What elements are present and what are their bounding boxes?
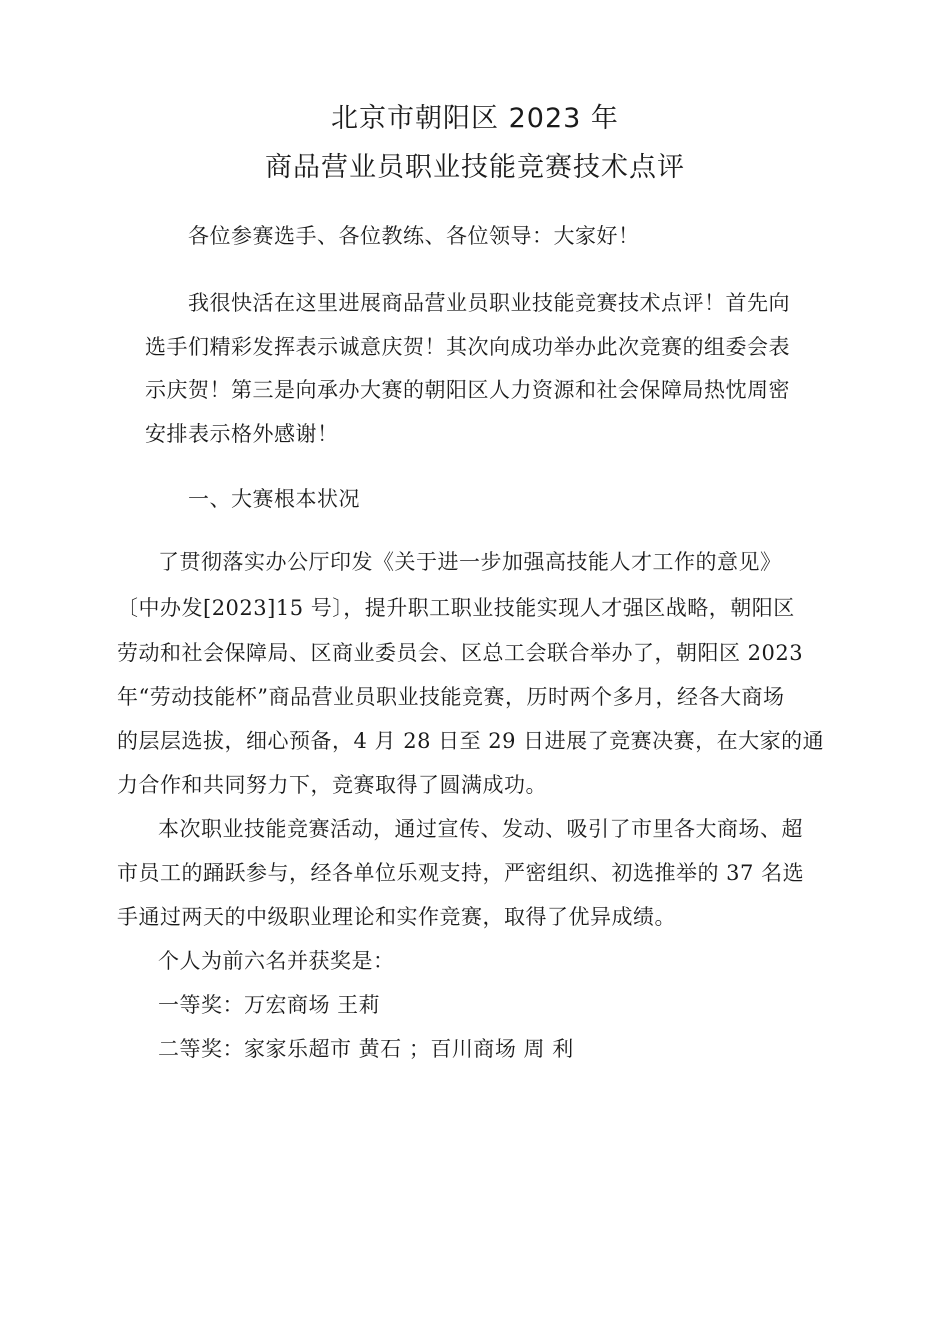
paragraph-line: 劳动和社会保障局、区商业委员会、区总工会联合举办了，朝阳区 2023 — [117, 641, 804, 665]
document-title-line-1: 北京市朝阳区 2023 年 — [331, 103, 619, 134]
paragraph-line: 本次职业技能竞赛活动，通过宣传、发动、吸引了市里各大商场、超 — [158, 817, 803, 841]
section-heading: 一、大赛根本状况 — [188, 487, 360, 511]
greeting: 各位参赛选手、各位教练、各位领导：大家好！ — [188, 224, 640, 248]
intro-line: 安排表示格外感谢！ — [145, 422, 339, 446]
document-title-line-2: 商品营业员职业技能竞赛技术点评 — [265, 152, 685, 183]
intro-line: 我很快活在这里进展商品营业员职业技能竞赛技术点评！首先向 — [188, 291, 790, 315]
paragraph-line: 手通过两天的中级职业理论和实作竞赛，取得了优异成绩。 — [117, 905, 676, 929]
paragraph-line: 力合作和共同努力下，竞赛取得了圆满成功。 — [117, 773, 547, 797]
paragraph-line: 年“劳动技能杯”商品营业员职业技能竞赛，历时两个多月，经各大商场 — [117, 685, 785, 709]
intro-line: 选手们精彩发挥表示诚意庆贺！其次向成功举办此次竞赛的组委会表 — [145, 335, 790, 359]
award-second-prize: 二等奖：家家乐超市 黄石 ；百川商场 周 利 — [158, 1037, 574, 1061]
paragraph-line: 的层层选拔，细心预备，4 月 28 日至 29 日进展了竞赛决赛，在大家的通 — [117, 729, 825, 753]
paragraph-line: 〔中办发[2023]15 号〕，提升职工职业技能实现人才强区战略，朝阳区 — [117, 596, 795, 620]
awards-intro: 个人为前六名并获奖是： — [158, 949, 395, 973]
paragraph-line: 了贯彻落实办公厅印发《关于进一步加强高技能人才工作的意见》 — [158, 550, 782, 574]
intro-line: 示庆贺！第三是向承办大赛的朝阳区人力资源和社会保障局热忱周密 — [145, 378, 790, 402]
award-first-prize: 一等奖：万宏商场 王莉 — [158, 993, 381, 1017]
paragraph-line: 市员工的踊跃参与，经各单位乐观支持，严密组织、初选推举的 37 名选 — [117, 861, 805, 885]
